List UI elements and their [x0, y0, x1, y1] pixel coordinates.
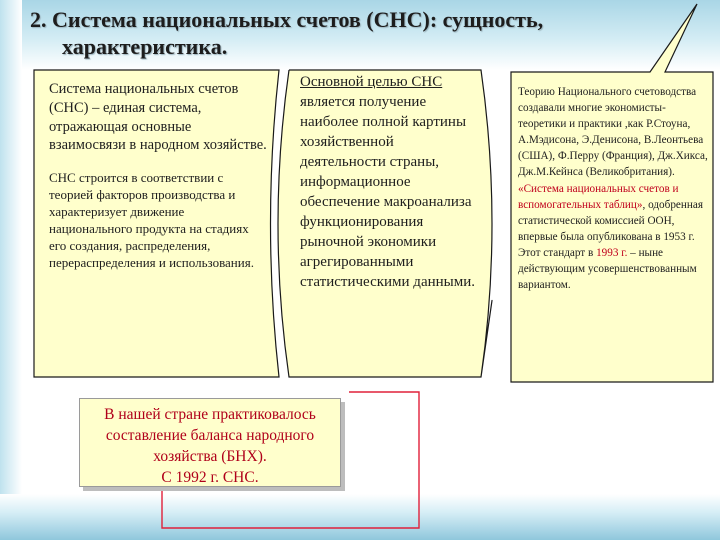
note-line-1: В нашей стране практиковалось	[104, 406, 316, 423]
goal-heading: Основной целью СНС	[300, 74, 443, 90]
note-line-3: хозяйства (БНХ).	[153, 448, 267, 465]
year-1993: 1993 г.	[596, 246, 628, 259]
goal-text: является получение наиболее полной картины хозяйственной деятельности страны, информационное обеспечение макроанализа функционирования рыночной экономики агрегированными статистическими данными.	[300, 94, 475, 290]
snc-definition: Система национальных счетов (СНС) – единая система, отражающая основные взаимосвязи в народном хозяйстве.	[49, 81, 267, 154]
history-text-1: Теорию Национального счетоводства создавали многие экономисты-теоретики и практики ,как Р.Стоуна, А.Мэдисона, Э.Денисона, В.Леонтьева (США), Ф.Перру (Франция), Дж.Хикса, Дж.М.Кейнса (Великобритания).	[518, 86, 708, 179]
history-text-3: – ныне действующим усовершенствованным вариантом.	[518, 246, 697, 292]
note-line-2: составление баланса народного	[105, 427, 315, 444]
history-text-2: , одобренная статистической комиссией ООН, впервые была опубликована в 1953 г. Этот стандарт в	[518, 198, 703, 259]
right-callout-text	[518, 84, 714, 293]
snc-basis: СНС строится в соответствии с теорией факторов производства и характеризует движение национального продукта на стадиях его создания, распределения, перераспределения и использования.	[49, 170, 254, 271]
sns-quote: «Система национальных счетов и вспомогательных таблиц»	[518, 182, 679, 211]
left-panel-text	[49, 80, 269, 271]
title-line-2: характеристика.	[62, 34, 228, 59]
middle-panel-text	[300, 72, 480, 292]
title-line-1: 2. Система национальных счетов (СНС): сущность,	[30, 7, 544, 32]
bnh-note-box	[79, 398, 341, 487]
note-line-4: С 1992 г. СНС.	[161, 469, 259, 486]
